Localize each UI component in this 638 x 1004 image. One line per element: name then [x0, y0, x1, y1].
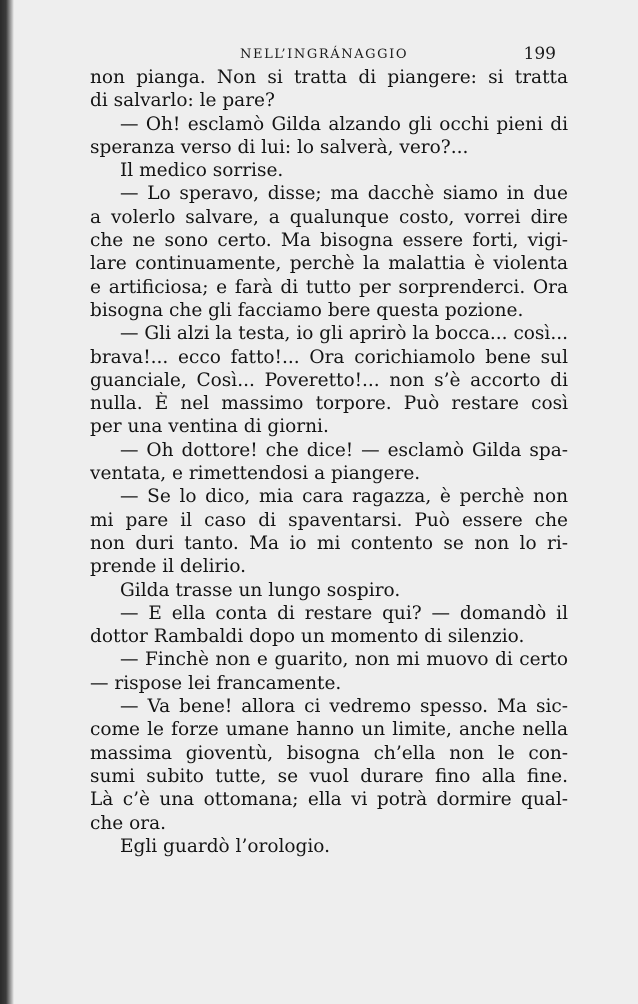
text-line: sumi subito tutte, se vuol durare fino alla fine. — [90, 765, 568, 787]
text-line: massima gioventù, bisogna ch’ella non le con- — [90, 742, 568, 764]
text-line: di salvarlo: le pare? — [90, 90, 275, 112]
binding-edge — [0, 0, 14, 1004]
text-line: — Lo speravo, disse; ma dacchè siamo in due — [120, 183, 568, 205]
text-line: e artificiosa; e farà di tutto per sorprenderci. Ora — [90, 276, 568, 298]
text-line: Gilda trasse un lungo sospiro. — [120, 579, 401, 601]
text-block — [90, 66, 568, 858]
page-number: 199 — [523, 44, 556, 64]
text-line: Egli guardò l’orologio. — [120, 835, 330, 857]
text-line: — Gli alzi la testa, io gli aprirò la bocca... così... — [120, 323, 568, 345]
text-line: lare continuamente, perchè la malattia è violenta — [90, 253, 568, 275]
text-line: che ora. — [90, 812, 166, 834]
text-line: — Va bene! allora ci vedremo spesso. Ma sic- — [120, 696, 568, 718]
text-line: a volerlo salvare, a qualunque costo, vorrei dire — [90, 206, 568, 228]
text-line: non duri tanto. Ma io mi contento se non lo ri- — [90, 532, 568, 554]
running-head — [90, 44, 568, 68]
text-line: ventata, e rimettendosi a piangere. — [90, 463, 421, 485]
text-line: guanciale, Così... Poveretto!... non s’è accorto di — [90, 369, 568, 391]
text-line: speranza verso di lui: lo salverà, vero?... — [90, 136, 469, 158]
text-line: Il medico sorrise. — [120, 160, 284, 182]
text-line: mi pare il caso di spaventarsi. Può essere che — [90, 509, 568, 531]
running-title: NELL’INGRÁNAGGIO — [240, 47, 409, 62]
text-line: brava!... ecco fatto!... Ora corichiamolo bene sul — [90, 346, 568, 368]
text-line: che ne sono certo. Ma bisogna essere forti, vigi- — [90, 230, 568, 252]
text-line: come le forze umane hanno un limite, anche nella — [90, 719, 568, 741]
text-line: prende il delirio. — [90, 556, 247, 578]
text-line: dottor Rambaldi dopo un momento di silenzio. — [90, 626, 525, 648]
text-line: — Oh dottore! che dice! — esclamò Gilda spa- — [120, 439, 568, 461]
text-line: — Finchè non e guarito, non mi muovo di certo — [120, 649, 568, 671]
text-line: — rispose lei francamente. — [90, 672, 342, 694]
text-line: — Oh! esclamò Gilda alzando gli occhi pieni di — [120, 113, 568, 135]
text-line: bisogna che gli facciamo bere questa pozione. — [90, 299, 524, 321]
text-line: — E ella conta di restare qui? — domandò il — [120, 602, 568, 624]
text-line: per una ventina di giorni. — [90, 416, 329, 438]
text-line: non pianga. Non si tratta di piangere: si tratta — [90, 67, 568, 88]
text-line: nulla. È nel massimo torpore. Può restare così — [90, 393, 568, 415]
text-line: Là c’è una ottomana; ella vi potrà dormire qual- — [90, 789, 568, 811]
text-line: — Se lo dico, mia cara ragazza, è perchè non — [120, 486, 568, 508]
